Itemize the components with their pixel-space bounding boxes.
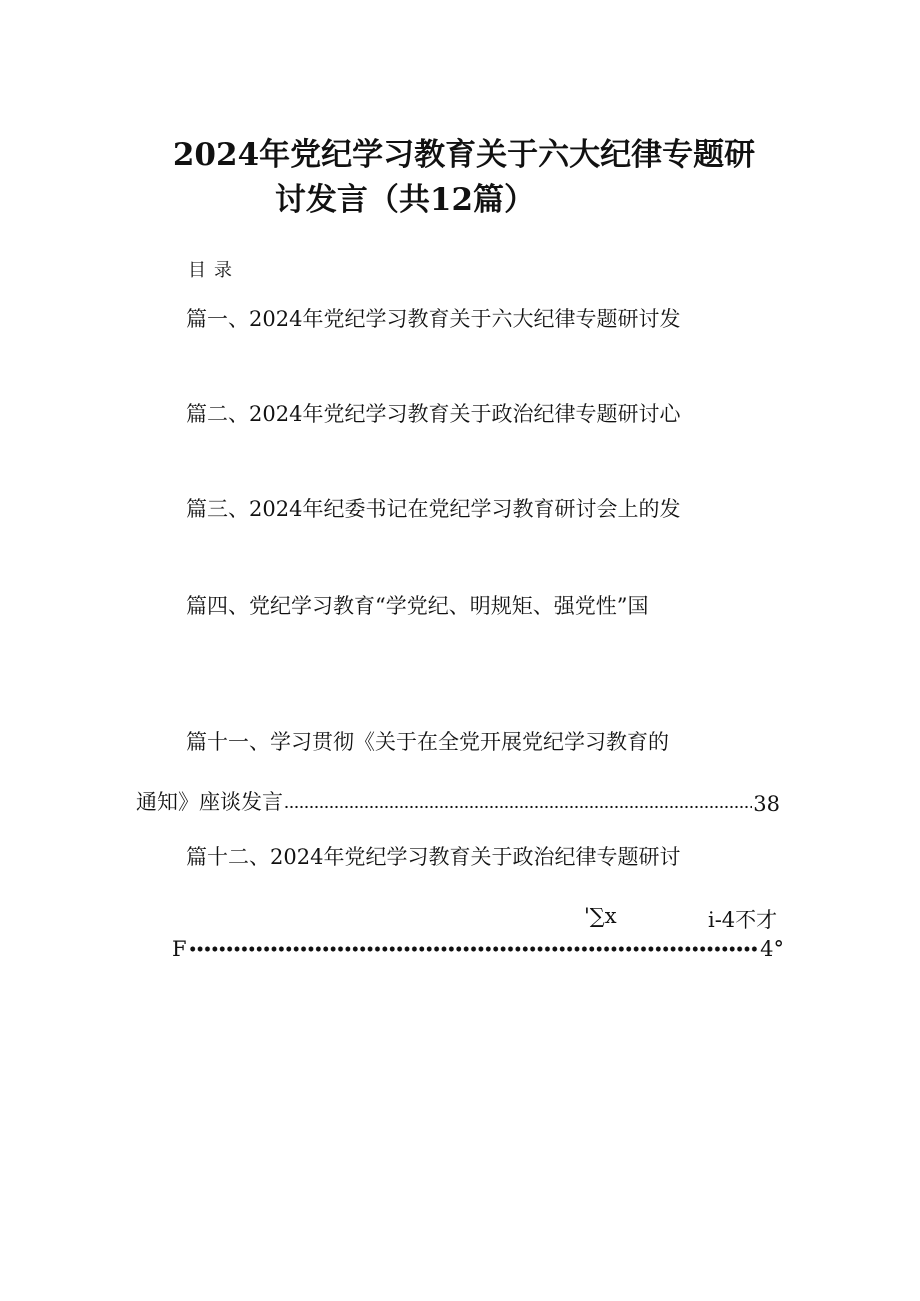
toc-entry-2[interactable]: 篇二、2024年党纪学习教育关于政治纪律专题研讨心: [186, 402, 681, 426]
dot-leader: [284, 804, 752, 810]
toc-entry-11-continuation[interactable]: [136, 786, 780, 816]
toc-entry-12-prefix: F: [172, 937, 187, 961]
toc-entry-11-page-number: 38: [753, 792, 780, 816]
toc-entry-12-page-number: 4°: [760, 937, 784, 961]
bullet-leader: [189, 945, 759, 953]
garbled-fragment-right: i-4不才: [708, 908, 778, 932]
document-title-line-1: 2024年党纪学习教育关于六大纪律专题研: [172, 137, 756, 173]
toc-entry-12-continuation[interactable]: [172, 934, 784, 964]
toc-entry-11-tail-text: 通知》座谈发言: [136, 790, 283, 814]
toc-entry-1[interactable]: 篇一、2024年党纪学习教育关于六大纪律专题研讨发: [186, 307, 681, 331]
document-title-line-2: 讨发言（共12篇）: [274, 182, 536, 218]
toc-heading: 目录: [188, 260, 240, 281]
toc-entry-4[interactable]: 篇四、党纪学习教育“学党纪、明规矩、强党性”国: [186, 594, 649, 618]
toc-entry-11[interactable]: 篇十一、学习贯彻《关于在全党开展党纪学习教育的: [186, 730, 669, 754]
garbled-fragment-left: '∑x: [584, 904, 617, 928]
toc-entry-3[interactable]: 篇三、2024年纪委书记在党纪学习教育研讨会上的发: [186, 497, 681, 521]
toc-entry-12[interactable]: 篇十二、2024年党纪学习教育关于政治纪律专题研讨: [186, 845, 681, 869]
